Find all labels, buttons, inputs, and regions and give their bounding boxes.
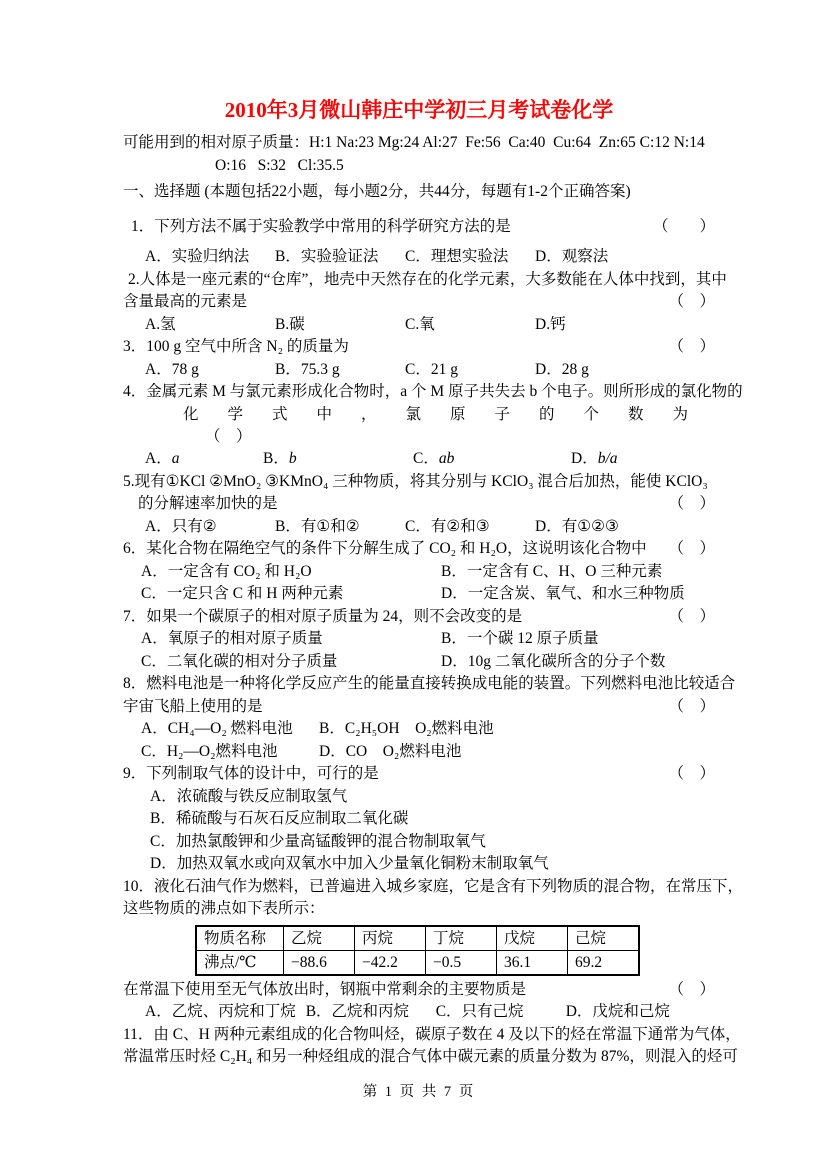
question-9-option-b: B．稀硫酸与石灰石反应制取二氧化碳 bbox=[150, 810, 409, 827]
question-8-stem-line1: 8．燃料电池是一种将化学反应产生的能量直接转换成电能的装置。下列燃料电池比较适合 bbox=[123, 675, 736, 692]
question-2-stem-line2 bbox=[123, 291, 715, 314]
question-2-option-d: D.钙 bbox=[535, 315, 566, 333]
question-10-options bbox=[123, 1001, 715, 1024]
option-value: a bbox=[171, 450, 180, 467]
question-1-answer-bracket: （ ） bbox=[652, 217, 715, 235]
question-9-option-d: D．加热双氧水或向双氧水中加入少量氧化铜粉末制取氧气 bbox=[150, 855, 549, 872]
question-1-stem-text: 1．下列方法不属于实验教学中常用的科学研究方法的是 bbox=[131, 217, 511, 235]
question-9-option-c: C．加热氯酸钾和少量高锰酸钾的混合物制取氧气 bbox=[150, 832, 486, 850]
question-11 bbox=[123, 1024, 741, 1069]
question-6-answer-bracket: （ ） bbox=[668, 540, 715, 557]
question-7-stem bbox=[123, 606, 715, 629]
question-10-stem-text: 在常温下使用至无气体放出时，钢瓶中常剩余的主要物质是 bbox=[123, 980, 527, 998]
atomic-masses-line2: O:16 S:32 Cl:35.5 bbox=[215, 156, 344, 174]
table-header-pentane: 戊烷 bbox=[497, 926, 568, 951]
boiling-point-butane: −0.5 bbox=[426, 950, 497, 975]
question-4-answer-bracket: （ ） bbox=[205, 428, 252, 445]
question-8-options-row1 bbox=[123, 718, 715, 741]
question-5-option-a: A．只有② bbox=[145, 517, 217, 535]
question-5-stem-line1: 5.现有①KCl ②MnO₂ ③KMnO₄ 三种物质，将其分别与 KClO₃ 混合后加热，能使 KClO₃ bbox=[123, 472, 708, 490]
question-3-option-a: A．78 g bbox=[145, 360, 199, 378]
question-10-stem-line1: 10．液化石油气作为燃料，已普遍进入城乡家庭，它是含有下列物质的混合物，在常压下， bbox=[123, 877, 744, 895]
option-label: B． bbox=[263, 450, 289, 467]
question-8-option-a: A．CH₄—O₂ 燃料电池 bbox=[141, 720, 293, 737]
boiling-point-ethane: −88.6 bbox=[284, 950, 355, 975]
question-2-option-a: A.氢 bbox=[145, 315, 176, 333]
question-2-options bbox=[123, 314, 715, 337]
question-7-answer-bracket: （ ） bbox=[668, 607, 715, 625]
question-5-option-d: D．有①②③ bbox=[535, 517, 619, 535]
question-3-stem bbox=[123, 336, 715, 359]
question-8-options-row2 bbox=[123, 741, 715, 764]
table-header-butane: 丁烷 bbox=[426, 926, 497, 951]
question-5-option-b: B．有①和② bbox=[275, 517, 360, 535]
question-4-stem-line1: 4．金属元素 M 与氯元素形成化合物时，a 个 M 原子共失去 b 个电子。则所形成的氯化物的 bbox=[123, 383, 743, 400]
question-7-option-a: A．氧原子的相对原子质量 bbox=[141, 630, 323, 647]
boiling-point-pentane: 36.1 bbox=[497, 950, 568, 975]
question-4-option-a bbox=[145, 448, 253, 471]
question-6-option-d: D．一定含炭、氧气、和水三种物质 bbox=[441, 585, 685, 602]
option-label: C． bbox=[413, 450, 439, 467]
question-3-option-d: D．28 g bbox=[535, 360, 589, 378]
boiling-point-table bbox=[195, 925, 640, 976]
question-10-option-a: A．乙烷、丙烷和丁烷 bbox=[145, 1003, 296, 1020]
question-10-stem-line3 bbox=[123, 979, 715, 1002]
question-7-stem-text: 7．如果一个碳原子的相对原子质量为 24，则不会改变的是 bbox=[123, 607, 523, 625]
boiling-point-hexane: 69.2 bbox=[568, 950, 640, 975]
question-5-option-c: C．有②和③ bbox=[405, 517, 490, 535]
question-5-stem-line2 bbox=[123, 493, 715, 516]
question-1-option-b: B．实验验证法 bbox=[275, 248, 379, 265]
boiling-point-propane: −42.2 bbox=[355, 950, 426, 975]
question-6 bbox=[123, 538, 715, 606]
exam-title: 2010年3月微山韩庄中学初三月考试卷化学 bbox=[224, 98, 614, 122]
question-6-stem-text: 6．某化合物在隔绝空气的条件下分解生成了 CO₂ 和 H₂O，这说明该化合物中 bbox=[123, 540, 647, 557]
question-1-options bbox=[123, 246, 715, 269]
question-8-stem-line2 bbox=[123, 696, 715, 719]
table-value-row bbox=[196, 950, 639, 975]
question-2-stem-text: 含量最高的元素是 bbox=[123, 293, 248, 310]
question-6-options-row2 bbox=[123, 583, 715, 606]
question-4-option-b bbox=[263, 448, 403, 471]
question-3-answer-bracket: （ ） bbox=[668, 338, 715, 355]
question-2-stem-line1: 2.人体是一座元素的“仓库”，地壳中天然存在的化学元素，大多数能在人体中找到，其中 bbox=[128, 270, 727, 288]
question-7 bbox=[123, 606, 715, 674]
option-value: b/a bbox=[597, 450, 618, 467]
question-3-option-c: C．21 g bbox=[405, 360, 458, 378]
question-6-options-row1 bbox=[123, 561, 715, 584]
option-label: D． bbox=[571, 450, 598, 467]
question-4-options bbox=[123, 448, 715, 471]
question-9-stem bbox=[123, 763, 715, 786]
question-3-option-b: B．75.3 g bbox=[275, 360, 340, 378]
question-1 bbox=[123, 216, 715, 269]
question-7-options-row1 bbox=[123, 628, 715, 651]
question-4-stem-line2: 化学式中，氯原子的个数为 bbox=[183, 405, 718, 423]
question-1-option-c: C．理想实验法 bbox=[405, 248, 509, 265]
question-10-option-b: B．乙烷和丙烷 bbox=[305, 1003, 410, 1020]
question-6-option-b: B．一定含有 C、H、O 三种元素 bbox=[441, 562, 663, 580]
question-5-options bbox=[123, 516, 715, 539]
option-value: ab bbox=[438, 450, 455, 467]
question-8-stem-text: 宇宙飞船上使用的是 bbox=[123, 697, 263, 715]
table-header-ethane: 乙烷 bbox=[284, 926, 355, 951]
table-header-propane: 丙烷 bbox=[355, 926, 426, 951]
question-8-option-c: C．H₂—O₂燃料电池 bbox=[141, 742, 278, 760]
table-row-label: 沸点/℃ bbox=[196, 950, 284, 975]
question-8-option-b: B．C₂H₅OH O₂燃料电池 bbox=[319, 720, 494, 737]
question-2 bbox=[123, 269, 727, 337]
question-11-stem-line2: 常温常压时烃 C₂H₄ 和另一种烃组成的混合气体中碳元素的质量分数为 87%，则混入的烃可 bbox=[123, 1048, 738, 1065]
question-1-stem bbox=[123, 216, 715, 239]
question-8 bbox=[123, 673, 736, 763]
question-6-option-a: A．一定含有 CO₂ 和 H₂O bbox=[141, 562, 312, 580]
question-8-option-d: D．CO O₂燃料电池 bbox=[319, 742, 462, 760]
page-footer: 第 1 页 共 7 页 bbox=[362, 1083, 476, 1100]
question-5-stem-text: 的分解速率加快的是 bbox=[138, 495, 278, 512]
question-4 bbox=[123, 381, 743, 471]
question-7-option-c: C．二氧化碳的相对分子质量 bbox=[141, 652, 338, 670]
question-3-options bbox=[123, 359, 715, 382]
question-7-option-b: B．一个碳 12 原子质量 bbox=[441, 630, 599, 647]
question-8-answer-bracket: （ ） bbox=[668, 697, 715, 715]
question-2-option-c: C.氧 bbox=[405, 315, 435, 333]
question-1-option-d: D．观察法 bbox=[535, 248, 609, 265]
question-7-option-d: D．10g 二氧化碳所含的分子个数 bbox=[441, 652, 666, 670]
question-3-stem-text: 3．100 g 空气中所含 N₂ 的质量为 bbox=[123, 338, 349, 355]
question-10-option-d: D．戊烷和己烷 bbox=[565, 1003, 670, 1020]
question-1-option-a: A．实验归纳法 bbox=[145, 248, 250, 265]
question-7-options-row2 bbox=[123, 651, 715, 674]
question-9-answer-bracket: （ ） bbox=[668, 765, 715, 782]
question-10-answer-bracket: （ ） bbox=[668, 980, 715, 998]
question-2-answer-bracket: （ ） bbox=[668, 293, 715, 310]
question-3 bbox=[123, 336, 715, 381]
question-9-option-a: A．浓硫酸与铁反应制取氢气 bbox=[150, 787, 348, 805]
atomic-masses-line1: 可能用到的相对原子质量：H:1 Na:23 Mg:24 Al:27 Fe:56 Ca:40 Cu:64 Zn:65 C:12 N:14 bbox=[123, 134, 705, 151]
table-header-hexane: 己烷 bbox=[568, 926, 640, 951]
option-label: A． bbox=[145, 450, 172, 467]
question-2-option-b: B.碳 bbox=[275, 315, 305, 333]
table-header-row bbox=[196, 926, 639, 951]
question-4-option-c bbox=[413, 448, 561, 471]
question-5 bbox=[123, 471, 715, 539]
question-10 bbox=[123, 876, 744, 1024]
question-9-stem-text: 9．下列制取气体的设计中，可行的是 bbox=[123, 765, 379, 782]
question-10-stem-line2: 这些物质的沸点如下表所示： bbox=[123, 900, 325, 917]
question-6-option-c: C．一定只含 C 和 H 两种元素 bbox=[141, 585, 344, 602]
section-heading: 一、选择题 (本题包括22小题，每小题2分，共44分，每题有1-2个正确答案) bbox=[123, 183, 631, 200]
question-9 bbox=[123, 763, 715, 876]
option-value: b bbox=[288, 450, 297, 467]
question-5-answer-bracket: （ ） bbox=[668, 495, 715, 512]
question-4-option-d bbox=[571, 448, 691, 471]
question-6-stem bbox=[123, 538, 715, 561]
question-10-option-c: C．只有己烷 bbox=[435, 1003, 524, 1020]
table-header-substance: 物质名称 bbox=[196, 926, 284, 951]
question-11-stem-line1: 11．由 C、H 两种元素组成的化合物叫烃，碳原子数在 4 及以下的烃在常温下通常为气体， bbox=[123, 1025, 741, 1043]
